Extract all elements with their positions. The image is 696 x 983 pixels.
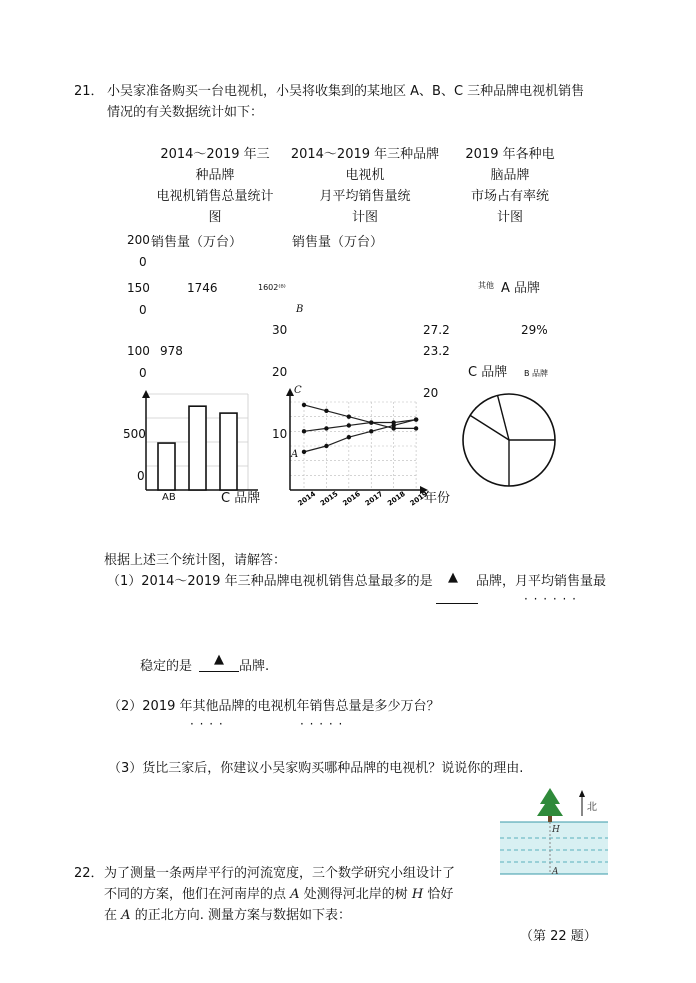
q21-part1-triangle1: ▲ <box>448 570 458 585</box>
tick-0d: 0 <box>137 469 145 483</box>
tick-100: 100 <box>127 344 150 358</box>
chart2-ylabel: 销售量（万台） <box>292 235 384 250</box>
q22-line3: 在 A 的正北方向. 测量方案与数据如下表： <box>104 908 351 923</box>
q21-part1-b: 品牌，月平均销售量最 <box>476 574 607 589</box>
year-label: 2019 <box>408 489 430 508</box>
q22-line1: 为了测量一条两岸平行的河流宽度，三个数学研究小组设计了 <box>104 866 456 881</box>
bar-value-b: 1746 <box>187 281 218 295</box>
river-figure <box>500 786 610 878</box>
q22-number: 22． <box>74 866 104 881</box>
north-arrow-icon <box>579 790 585 816</box>
q21-prompt: 根据上述三个统计图，请解答： <box>104 553 287 568</box>
q22-caption: （第 22 题） <box>520 929 597 944</box>
chart3-title: 2019 年各种电 脑品牌 市场占有率统 计图 <box>465 147 555 225</box>
year-label: 2018 <box>386 489 407 508</box>
pie-text-232: 23.2 <box>423 344 450 358</box>
q21-part3: （3）货比三家后，你建议小吴家购买哪种品牌的电视机？说说你的理由. <box>108 761 524 776</box>
series-label-a: A <box>291 449 299 460</box>
line-tick-10: 10 <box>272 427 288 441</box>
chart1-ylabel: 销售量（万台） <box>151 235 243 250</box>
q22-line2: 不同的方案，他们在河南岸的点 A 处测得河北岸的树 H 恰好 <box>104 887 454 902</box>
q21-intro-line2: 情况的有关数据统计如下： <box>107 105 264 120</box>
dots-1: · · · · · · <box>524 592 577 606</box>
year-label: 2015 <box>318 489 340 508</box>
pie-label-29: 29% <box>521 323 548 337</box>
series-label-c: C <box>294 385 302 396</box>
line-tick-20: 20 <box>272 365 288 379</box>
tick-500: 500 <box>123 427 146 441</box>
q21-intro-line1: 小吴家准备购买一台电视机，小吴将收集到的某地区 A、B、C 三种品牌电视机销售 <box>107 84 585 99</box>
q21-part1-a: （1）2014～2019 年三种品牌电视机销售总量最多的是 <box>107 574 433 589</box>
north-label: 北 <box>587 802 597 813</box>
chart2-title: 2014～2019 年三种品牌 电视机 月平均销售量统 计图 <box>290 147 440 225</box>
q21-part2: （2）2019 年其他品牌的电视机年销售总量是多少万台？ <box>108 699 440 714</box>
pie-label-a: A 品牌 <box>501 281 541 296</box>
pie-label-other: 其他 <box>478 281 494 290</box>
bar-xlabel-c: C 品牌 <box>221 491 261 506</box>
tick-0a: 0 <box>139 255 147 269</box>
tick-0c: 0 <box>139 366 147 380</box>
q21-part1-c: 稳定的是 <box>140 659 193 674</box>
tick-200: 200 <box>127 233 150 247</box>
tree-icon <box>537 788 563 822</box>
q21-part1-d: 品牌. <box>239 659 270 674</box>
answer-blank-1[interactable] <box>436 589 478 604</box>
series-label-b: B <box>296 304 304 315</box>
line-xlabel: 年份 <box>424 491 451 506</box>
tick-0b: 0 <box>139 303 147 317</box>
pie-label-b: B 品牌 <box>524 369 549 378</box>
q21-number: 21． <box>74 84 104 99</box>
dots-2a: · · · · <box>190 717 224 731</box>
point-a-label: A <box>552 867 559 877</box>
tick-150: 150 <box>127 281 150 295</box>
bar-value-c: 1602⁽ᴮ⁾ <box>258 283 286 292</box>
line-tick-30: 30 <box>272 323 288 337</box>
point-h-label: H <box>552 825 560 835</box>
pie-label-c: C 品牌 <box>468 365 508 380</box>
dots-2b: · · · · · <box>300 717 344 731</box>
bar-value-a: 978 <box>160 344 183 358</box>
year-label: 2014 <box>296 489 318 508</box>
pie-text-20: 20 <box>423 386 439 400</box>
pie-text-272: 27.2 <box>423 323 450 337</box>
year-label: 2017 <box>363 489 385 508</box>
chart1-title: 2014～2019 年三 种品牌 电视机销售总量统计 图 <box>156 147 274 225</box>
bar-xlabel-ab: AB <box>162 492 176 503</box>
answer-blank-2[interactable]: ▲ <box>199 652 239 672</box>
year-label: 2016 <box>341 489 362 508</box>
